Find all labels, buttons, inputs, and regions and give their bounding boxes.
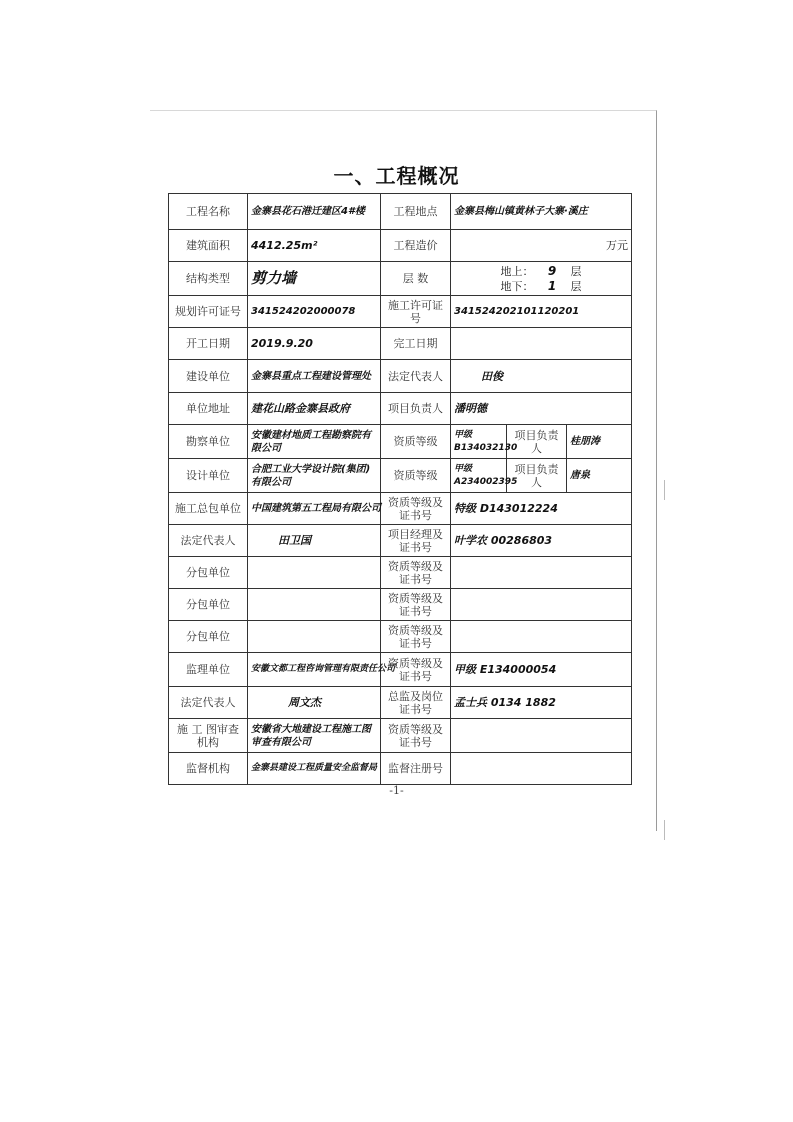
general-legal-label: 法定代表人 — [169, 525, 248, 557]
table-row — [169, 459, 632, 493]
table-row — [169, 230, 632, 262]
start-date-value: 2019.9.20 — [248, 328, 381, 360]
page-number: -1- — [389, 784, 404, 797]
survey-value: 安徽建材地质工程勘察院有限公司 — [248, 425, 381, 459]
survey-label: 勘察单位 — [169, 425, 248, 459]
area-label: 建筑面积 — [169, 230, 248, 262]
oversight-reg-label: 监督注册号 — [381, 753, 451, 785]
oversight-reg-value — [451, 753, 632, 785]
sub2-qual-label: 资质等级及证书号 — [381, 589, 451, 621]
survey-pm-value: 桂朋涛 — [567, 425, 632, 459]
drawing-review-value: 安徽省大地建设工程施工图审查有限公司 — [248, 719, 381, 753]
design-pm-label: 项目负责人 — [507, 459, 567, 493]
sub1-qual-value — [451, 557, 632, 589]
table-row — [169, 557, 632, 589]
supervision-legal-value: 周文杰 — [248, 687, 381, 719]
start-date-label: 开工日期 — [169, 328, 248, 360]
table-row — [169, 493, 632, 525]
supervision-qual-label: 资质等级及证书号 — [381, 653, 451, 687]
drawing-review-label: 施 工 图审查机构 — [169, 719, 248, 753]
floors-label: 层 数 — [381, 262, 451, 296]
project-manager-label: 项目经理及证书号 — [381, 525, 451, 557]
table-row — [169, 393, 632, 425]
address-value: 建花山路金寨县政府 — [248, 393, 381, 425]
table-row — [169, 360, 632, 393]
floors-below: 地下： 1 层 — [500, 278, 582, 293]
sub2-qual-value — [451, 589, 632, 621]
general-contractor-value: 中国建筑第五工程局有限公司 — [248, 493, 381, 525]
project-overview-table — [168, 193, 632, 785]
project-location-value: 金寨县梅山镇黄林子大寨·溪庄 — [451, 194, 632, 230]
sub1-label: 分包单位 — [169, 557, 248, 589]
supervision-value: 安徽文都工程咨询管理有限责任公司 — [248, 653, 381, 687]
survey-qual-value: 甲级 B134032130 — [451, 425, 507, 459]
table-row — [169, 621, 632, 653]
general-qual-label: 资质等级及证书号 — [381, 493, 451, 525]
sub3-value — [248, 621, 381, 653]
table-row — [169, 262, 632, 296]
project-location-label: 工程地点 — [381, 194, 451, 230]
design-label: 设计单位 — [169, 459, 248, 493]
cost-unit: 万元 — [451, 230, 632, 262]
supervision-legal-label: 法定代表人 — [169, 687, 248, 719]
general-qual-value: 特级 D143012224 — [451, 493, 632, 525]
table-row — [169, 194, 632, 230]
project-manager-value: 叶学农 00286803 — [451, 525, 632, 557]
table-row — [169, 328, 632, 360]
sub3-qual-label: 资质等级及证书号 — [381, 621, 451, 653]
table-row — [169, 687, 632, 719]
table-row — [169, 653, 632, 687]
construction-permit-label: 施工许可证号 — [381, 296, 451, 328]
design-value: 合肥工业大学设计院(集团)有限公司 — [248, 459, 381, 493]
sub2-value — [248, 589, 381, 621]
finish-date-label: 完工日期 — [381, 328, 451, 360]
design-qual-label: 资质等级 — [381, 459, 451, 493]
supervision-qual-value: 甲级 E134000054 — [451, 653, 632, 687]
oversight-label: 监督机构 — [169, 753, 248, 785]
builder-legal-value: 田俊 — [451, 360, 632, 393]
floors-value — [451, 262, 632, 296]
builder-pm-value: 潘明德 — [451, 393, 632, 425]
sub3-label: 分包单位 — [169, 621, 248, 653]
design-pm-value: 唐泉 — [567, 459, 632, 493]
builder-value: 金寨县重点工程建设管理处 — [248, 360, 381, 393]
edge-mark — [664, 820, 665, 840]
survey-qual-label: 资质等级 — [381, 425, 451, 459]
sub2-label: 分包单位 — [169, 589, 248, 621]
builder-pm-label: 项目负责人 — [381, 393, 451, 425]
oversight-value: 金寨县建设工程质量安全监督局 — [248, 753, 381, 785]
table-row — [169, 525, 632, 557]
supervision-label: 监理单位 — [169, 653, 248, 687]
page-title: 一、工程概况 — [333, 164, 460, 188]
sub1-qual-label: 资质等级及证书号 — [381, 557, 451, 589]
finish-date-value — [451, 328, 632, 360]
sub1-value — [248, 557, 381, 589]
drawing-review-qual-label: 资质等级及证书号 — [381, 719, 451, 753]
structure-value: 剪力墙 — [248, 262, 381, 296]
table-row — [169, 719, 632, 753]
cost-label: 工程造价 — [381, 230, 451, 262]
project-name-label: 工程名称 — [169, 194, 248, 230]
structure-label: 结构类型 — [169, 262, 248, 296]
design-qual-value: 甲级 A234002395 — [451, 459, 507, 493]
table-row — [169, 753, 632, 785]
survey-pm-label: 项目负责人 — [507, 425, 567, 459]
project-name-value: 金寨县花石港迁建区4#楼 — [248, 194, 381, 230]
planning-permit-value: 341524202000078 — [248, 296, 381, 328]
sub3-qual-value — [451, 621, 632, 653]
builder-label: 建设单位 — [169, 360, 248, 393]
chief-supervisor-label: 总监及岗位证书号 — [381, 687, 451, 719]
table-row — [169, 589, 632, 621]
floors-above: 地上： 9 层 — [500, 263, 582, 278]
builder-legal-label: 法定代表人 — [381, 360, 451, 393]
drawing-review-qual-value — [451, 719, 632, 753]
address-label: 单位地址 — [169, 393, 248, 425]
table-row — [169, 425, 632, 459]
chief-supervisor-value: 孟士兵 0134 1882 — [451, 687, 632, 719]
table-row — [169, 296, 632, 328]
edge-mark — [664, 480, 665, 500]
planning-permit-label: 规划许可证号 — [169, 296, 248, 328]
general-contractor-label: 施工总包单位 — [169, 493, 248, 525]
construction-permit-value: 341524202101120201 — [451, 296, 632, 328]
area-value: 4412.25m² — [248, 230, 381, 262]
general-legal-value: 田卫国 — [248, 525, 381, 557]
